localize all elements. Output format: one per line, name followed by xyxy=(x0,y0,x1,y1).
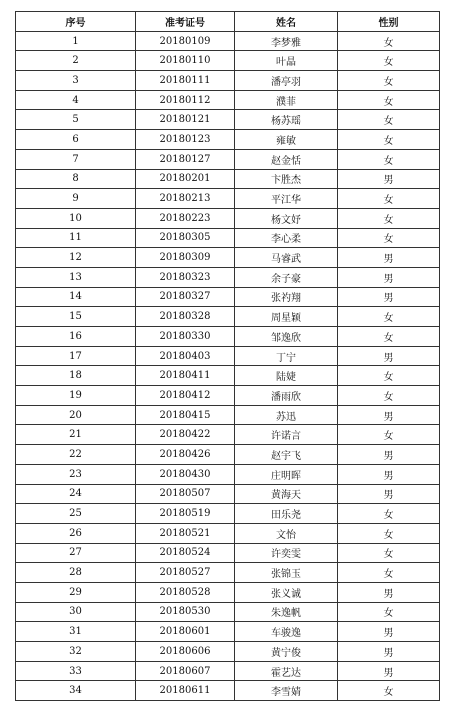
table-row xyxy=(16,425,440,445)
cell-name: 黄海天 xyxy=(235,484,338,504)
cell-exam-id: 20180327 xyxy=(136,287,235,307)
cell-exam-id: 20180507 xyxy=(136,484,235,504)
cell-gender: 女 xyxy=(338,31,440,51)
table-row xyxy=(16,484,440,504)
cell-gender: 女 xyxy=(338,307,440,327)
cell-name: 余子豪 xyxy=(235,267,338,287)
cell-name: 李雪婧 xyxy=(235,681,338,701)
cell-name: 李梦雅 xyxy=(235,31,338,51)
header-seq: 序号 xyxy=(16,12,136,32)
cell-exam-id: 20180411 xyxy=(136,366,235,386)
cell-exam-id: 20180201 xyxy=(136,169,235,189)
table-row xyxy=(16,681,440,701)
cell-exam-id: 20180213 xyxy=(136,189,235,209)
cell-gender: 女 xyxy=(338,228,440,248)
table-row xyxy=(16,602,440,622)
cell-seq: 3 xyxy=(16,71,136,91)
table-row xyxy=(16,504,440,524)
cell-name: 赵宇飞 xyxy=(235,445,338,465)
cell-seq: 22 xyxy=(16,445,136,465)
cell-name: 张礿翔 xyxy=(235,287,338,307)
cell-gender: 女 xyxy=(338,51,440,71)
cell-name: 许奕雯 xyxy=(235,543,338,563)
cell-exam-id: 20180430 xyxy=(136,464,235,484)
cell-gender: 女 xyxy=(338,504,440,524)
table-row xyxy=(16,51,440,71)
cell-name: 黄宁俊 xyxy=(235,642,338,662)
cell-name: 平江华 xyxy=(235,189,338,209)
cell-exam-id: 20180528 xyxy=(136,582,235,602)
cell-name: 叶晶 xyxy=(235,51,338,71)
cell-gender: 女 xyxy=(338,189,440,209)
cell-gender: 女 xyxy=(338,681,440,701)
cell-seq: 26 xyxy=(16,523,136,543)
table-body xyxy=(16,31,440,700)
cell-seq: 20 xyxy=(16,405,136,425)
cell-gender: 男 xyxy=(338,346,440,366)
cell-gender: 男 xyxy=(338,287,440,307)
cell-exam-id: 20180606 xyxy=(136,642,235,662)
cell-seq: 30 xyxy=(16,602,136,622)
cell-name: 杨苏瑶 xyxy=(235,110,338,130)
table-row xyxy=(16,287,440,307)
cell-gender: 男 xyxy=(338,661,440,681)
cell-exam-id: 20180527 xyxy=(136,563,235,583)
cell-exam-id: 20180601 xyxy=(136,622,235,642)
cell-exam-id: 20180112 xyxy=(136,90,235,110)
cell-exam-id: 20180121 xyxy=(136,110,235,130)
table-row xyxy=(16,346,440,366)
table-row xyxy=(16,71,440,91)
cell-seq: 17 xyxy=(16,346,136,366)
table-row xyxy=(16,267,440,287)
cell-name: 雍敏 xyxy=(235,130,338,150)
cell-exam-id: 20180127 xyxy=(136,149,235,169)
table-row xyxy=(16,563,440,583)
cell-seq: 8 xyxy=(16,169,136,189)
cell-seq: 10 xyxy=(16,208,136,228)
cell-seq: 1 xyxy=(16,31,136,51)
cell-seq: 25 xyxy=(16,504,136,524)
cell-seq: 12 xyxy=(16,248,136,268)
cell-name: 濮菲 xyxy=(235,90,338,110)
cell-name: 霍艺达 xyxy=(235,661,338,681)
cell-exam-id: 20180305 xyxy=(136,228,235,248)
table-row xyxy=(16,189,440,209)
cell-name: 庄明晖 xyxy=(235,464,338,484)
table-row xyxy=(16,642,440,662)
cell-gender: 女 xyxy=(338,327,440,347)
cell-seq: 15 xyxy=(16,307,136,327)
cell-name: 朱逸帆 xyxy=(235,602,338,622)
table-row xyxy=(16,130,440,150)
table-row xyxy=(16,366,440,386)
cell-gender: 女 xyxy=(338,130,440,150)
cell-gender: 男 xyxy=(338,405,440,425)
cell-exam-id: 20180323 xyxy=(136,267,235,287)
cell-gender: 女 xyxy=(338,425,440,445)
cell-exam-id: 20180110 xyxy=(136,51,235,71)
cell-gender: 女 xyxy=(338,208,440,228)
cell-seq: 27 xyxy=(16,543,136,563)
cell-exam-id: 20180611 xyxy=(136,681,235,701)
table-row xyxy=(16,405,440,425)
cell-gender: 女 xyxy=(338,563,440,583)
cell-name: 张义诚 xyxy=(235,582,338,602)
candidate-table xyxy=(15,11,440,701)
cell-seq: 32 xyxy=(16,642,136,662)
cell-name: 马睿武 xyxy=(235,248,338,268)
cell-name: 杨文妤 xyxy=(235,208,338,228)
table-row xyxy=(16,307,440,327)
table-row xyxy=(16,228,440,248)
table-row xyxy=(16,582,440,602)
cell-gender: 女 xyxy=(338,110,440,130)
cell-seq: 2 xyxy=(16,51,136,71)
cell-seq: 29 xyxy=(16,582,136,602)
cell-exam-id: 20180422 xyxy=(136,425,235,445)
cell-seq: 6 xyxy=(16,130,136,150)
header-name: 姓名 xyxy=(235,12,338,32)
cell-gender: 女 xyxy=(338,602,440,622)
cell-name: 文怡 xyxy=(235,523,338,543)
cell-exam-id: 20180412 xyxy=(136,386,235,406)
cell-name: 苏迅 xyxy=(235,405,338,425)
cell-gender: 女 xyxy=(338,71,440,91)
cell-seq: 34 xyxy=(16,681,136,701)
cell-gender: 女 xyxy=(338,149,440,169)
cell-exam-id: 20180403 xyxy=(136,346,235,366)
table-row xyxy=(16,386,440,406)
table-row xyxy=(16,464,440,484)
cell-seq: 9 xyxy=(16,189,136,209)
table-row xyxy=(16,149,440,169)
cell-seq: 14 xyxy=(16,287,136,307)
table-row xyxy=(16,622,440,642)
cell-name: 丁宁 xyxy=(235,346,338,366)
header-gender: 性别 xyxy=(338,12,440,32)
cell-seq: 21 xyxy=(16,425,136,445)
cell-name: 邹逸欣 xyxy=(235,327,338,347)
cell-exam-id: 20180109 xyxy=(136,31,235,51)
table-row xyxy=(16,523,440,543)
cell-gender: 男 xyxy=(338,267,440,287)
cell-name: 潘雨欣 xyxy=(235,386,338,406)
cell-name: 赵金恬 xyxy=(235,149,338,169)
cell-name: 车骏逸 xyxy=(235,622,338,642)
cell-gender: 女 xyxy=(338,90,440,110)
cell-exam-id: 20180223 xyxy=(136,208,235,228)
cell-gender: 男 xyxy=(338,582,440,602)
table-row xyxy=(16,208,440,228)
cell-seq: 13 xyxy=(16,267,136,287)
cell-seq: 24 xyxy=(16,484,136,504)
cell-gender: 男 xyxy=(338,169,440,189)
cell-name: 潘亭羽 xyxy=(235,71,338,91)
table-row xyxy=(16,327,440,347)
cell-seq: 18 xyxy=(16,366,136,386)
cell-exam-id: 20180111 xyxy=(136,71,235,91)
cell-exam-id: 20180524 xyxy=(136,543,235,563)
table-row xyxy=(16,661,440,681)
cell-exam-id: 20180426 xyxy=(136,445,235,465)
cell-seq: 31 xyxy=(16,622,136,642)
cell-seq: 19 xyxy=(16,386,136,406)
cell-name: 陆婕 xyxy=(235,366,338,386)
cell-gender: 男 xyxy=(338,642,440,662)
cell-gender: 女 xyxy=(338,543,440,563)
cell-exam-id: 20180415 xyxy=(136,405,235,425)
cell-exam-id: 20180309 xyxy=(136,248,235,268)
cell-seq: 11 xyxy=(16,228,136,248)
cell-seq: 4 xyxy=(16,90,136,110)
table-row xyxy=(16,248,440,268)
cell-name: 李心柔 xyxy=(235,228,338,248)
cell-seq: 16 xyxy=(16,327,136,347)
cell-exam-id: 20180521 xyxy=(136,523,235,543)
cell-name: 田乐尧 xyxy=(235,504,338,524)
cell-seq: 28 xyxy=(16,563,136,583)
cell-name: 卞胜杰 xyxy=(235,169,338,189)
cell-name: 周星颖 xyxy=(235,307,338,327)
cell-exam-id: 20180123 xyxy=(136,130,235,150)
cell-gender: 男 xyxy=(338,464,440,484)
header-exam-id: 准考证号 xyxy=(136,12,235,32)
cell-seq: 5 xyxy=(16,110,136,130)
table-row xyxy=(16,90,440,110)
cell-name: 张锦玉 xyxy=(235,563,338,583)
cell-name: 许诺言 xyxy=(235,425,338,445)
cell-exam-id: 20180530 xyxy=(136,602,235,622)
table-row xyxy=(16,543,440,563)
cell-seq: 23 xyxy=(16,464,136,484)
cell-seq: 7 xyxy=(16,149,136,169)
cell-exam-id: 20180607 xyxy=(136,661,235,681)
table-row xyxy=(16,110,440,130)
table-row xyxy=(16,445,440,465)
cell-gender: 女 xyxy=(338,523,440,543)
table-row xyxy=(16,31,440,51)
cell-gender: 女 xyxy=(338,366,440,386)
cell-gender: 男 xyxy=(338,484,440,504)
header-row xyxy=(16,12,440,32)
cell-exam-id: 20180328 xyxy=(136,307,235,327)
cell-gender: 男 xyxy=(338,445,440,465)
cell-gender: 女 xyxy=(338,386,440,406)
cell-seq: 33 xyxy=(16,661,136,681)
cell-gender: 男 xyxy=(338,248,440,268)
table-row xyxy=(16,169,440,189)
cell-exam-id: 20180519 xyxy=(136,504,235,524)
cell-gender: 男 xyxy=(338,622,440,642)
cell-exam-id: 20180330 xyxy=(136,327,235,347)
